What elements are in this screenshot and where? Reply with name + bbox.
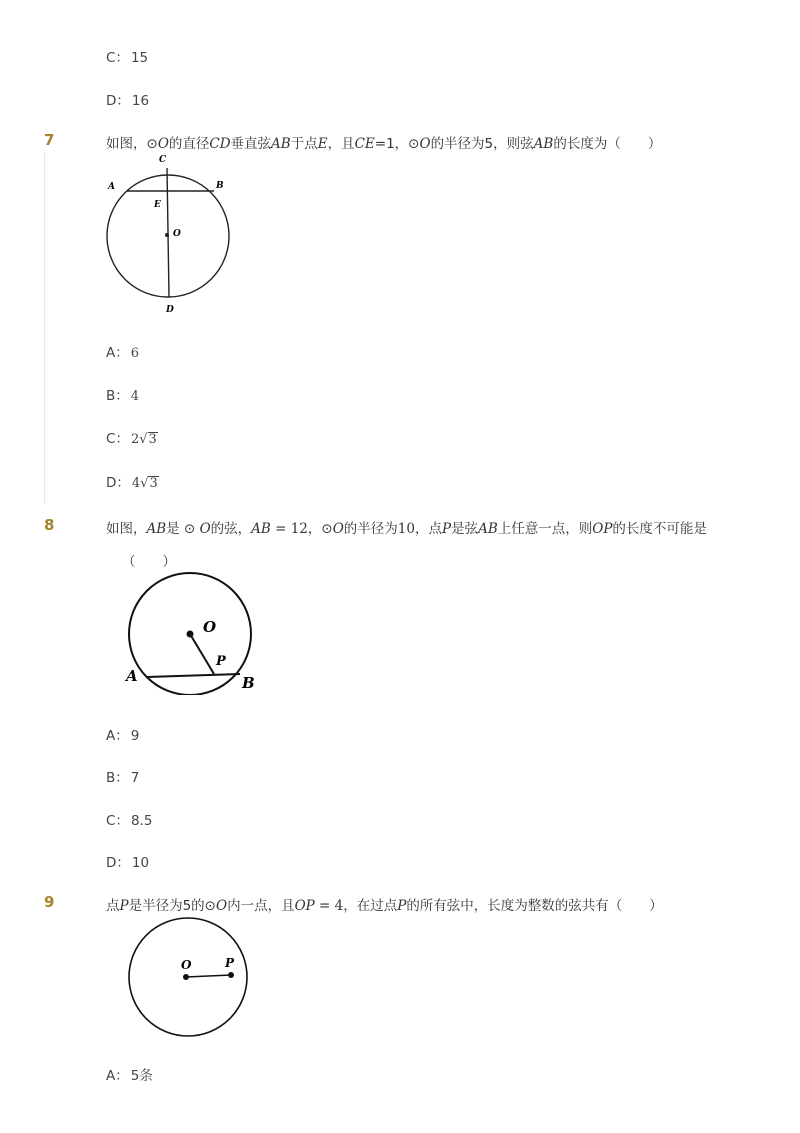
q7-label-c: C [159,155,167,165]
q7-figure [100,152,240,322]
option-sep: ： [115,813,129,829]
option-sep: ： [115,770,129,786]
option-key: A [106,728,116,744]
option-sep: ： [115,50,129,66]
option-sep: ： [116,475,130,491]
q6-option-d[interactable] [106,89,149,109]
q7-label-o: O [173,229,181,239]
option-sep: ： [116,93,130,109]
q7-divider [44,152,45,504]
q8-segment-op [190,634,214,674]
q8-label-o: O [203,618,217,636]
q9-label-p: P [225,956,235,970]
q7-option-c[interactable] [106,427,158,447]
option-key: D [106,855,117,871]
q7-center-dot [165,233,169,237]
q6-option-c[interactable] [106,46,148,66]
radical-sign: √ [139,432,148,447]
q7-label-d: D [166,305,174,315]
q9-center-dot [183,974,189,980]
option-key: A [106,1068,116,1084]
q8-figure [120,570,270,695]
q9-stem: 点P是半径为5的⊙O内一点，且OP = 4，在过点P的所有弦中，长度为整数的弦共有（ ） [106,898,663,914]
option-value: 7 [130,770,140,786]
option-sep: ： [115,431,129,447]
q7-option-a[interactable] [106,341,139,361]
q8-option-d[interactable] [106,851,149,871]
q8-chord-ab [147,674,240,677]
q7-option-b[interactable] [106,384,139,404]
option-key: D [106,475,117,491]
q8-label-b: B [242,674,255,692]
q8-option-c[interactable] [106,809,152,829]
option-value: 15 [130,50,149,66]
option-sep: ： [115,345,129,361]
q8-option-b[interactable] [106,766,139,786]
option-value: 5条 [130,1068,153,1084]
q7-label-a: A [108,182,115,192]
q7-option-d[interactable] [106,471,159,491]
option-sep: ： [115,388,129,404]
option-value: 8.5 [130,813,153,829]
q9-point-p [228,972,234,978]
q8-answer-paren: （ ） [122,554,176,570]
q8-stem: 如图，AB是 ⊙ O的弦，AB = 12，⊙O的半径为10，点P是弦AB上任意一点，则OP的长度不可能是 [106,521,707,537]
option-sep: ： [116,855,130,871]
radical-sign: √ [140,476,149,491]
option-value: 16 [131,93,150,109]
option-key: C [106,431,116,447]
option-value: 6 [130,346,140,361]
q8-label-p: P [216,654,226,669]
option-sep: ： [115,1068,129,1084]
option-value: 10 [131,855,150,871]
q7-label-e: E [154,200,161,210]
q7-number: 7 [44,131,55,149]
option-key: C [106,813,116,829]
option-key: B [106,770,116,786]
option-key: B [106,388,116,404]
option-value: 9 [130,728,140,744]
q8-label-a: A [126,667,138,685]
q8-center-dot [187,631,194,638]
q9-label-o: O [181,958,192,972]
option-sep: ： [115,728,129,744]
q8-option-a[interactable] [106,724,139,744]
q9-number: 9 [44,893,55,911]
option-key: C [106,50,116,66]
q7-diameter-cd [167,168,169,297]
q7-label-b: B [216,181,224,191]
q9-segment-op [186,975,231,977]
option-value: 4√3 [131,476,158,491]
q7-stem: 如图，⊙O的直径CD垂直弦AB于点E，且CE=1，⊙O的半径为5，则弦AB的长度为（ ） [106,136,662,152]
option-key: D [106,93,117,109]
q9-figure [124,916,254,1041]
q8-number: 8 [44,516,55,534]
option-value: 2√3 [130,432,157,447]
option-key: A [106,345,116,361]
q9-option-a[interactable] [106,1064,153,1084]
option-value: 4 [130,389,140,404]
